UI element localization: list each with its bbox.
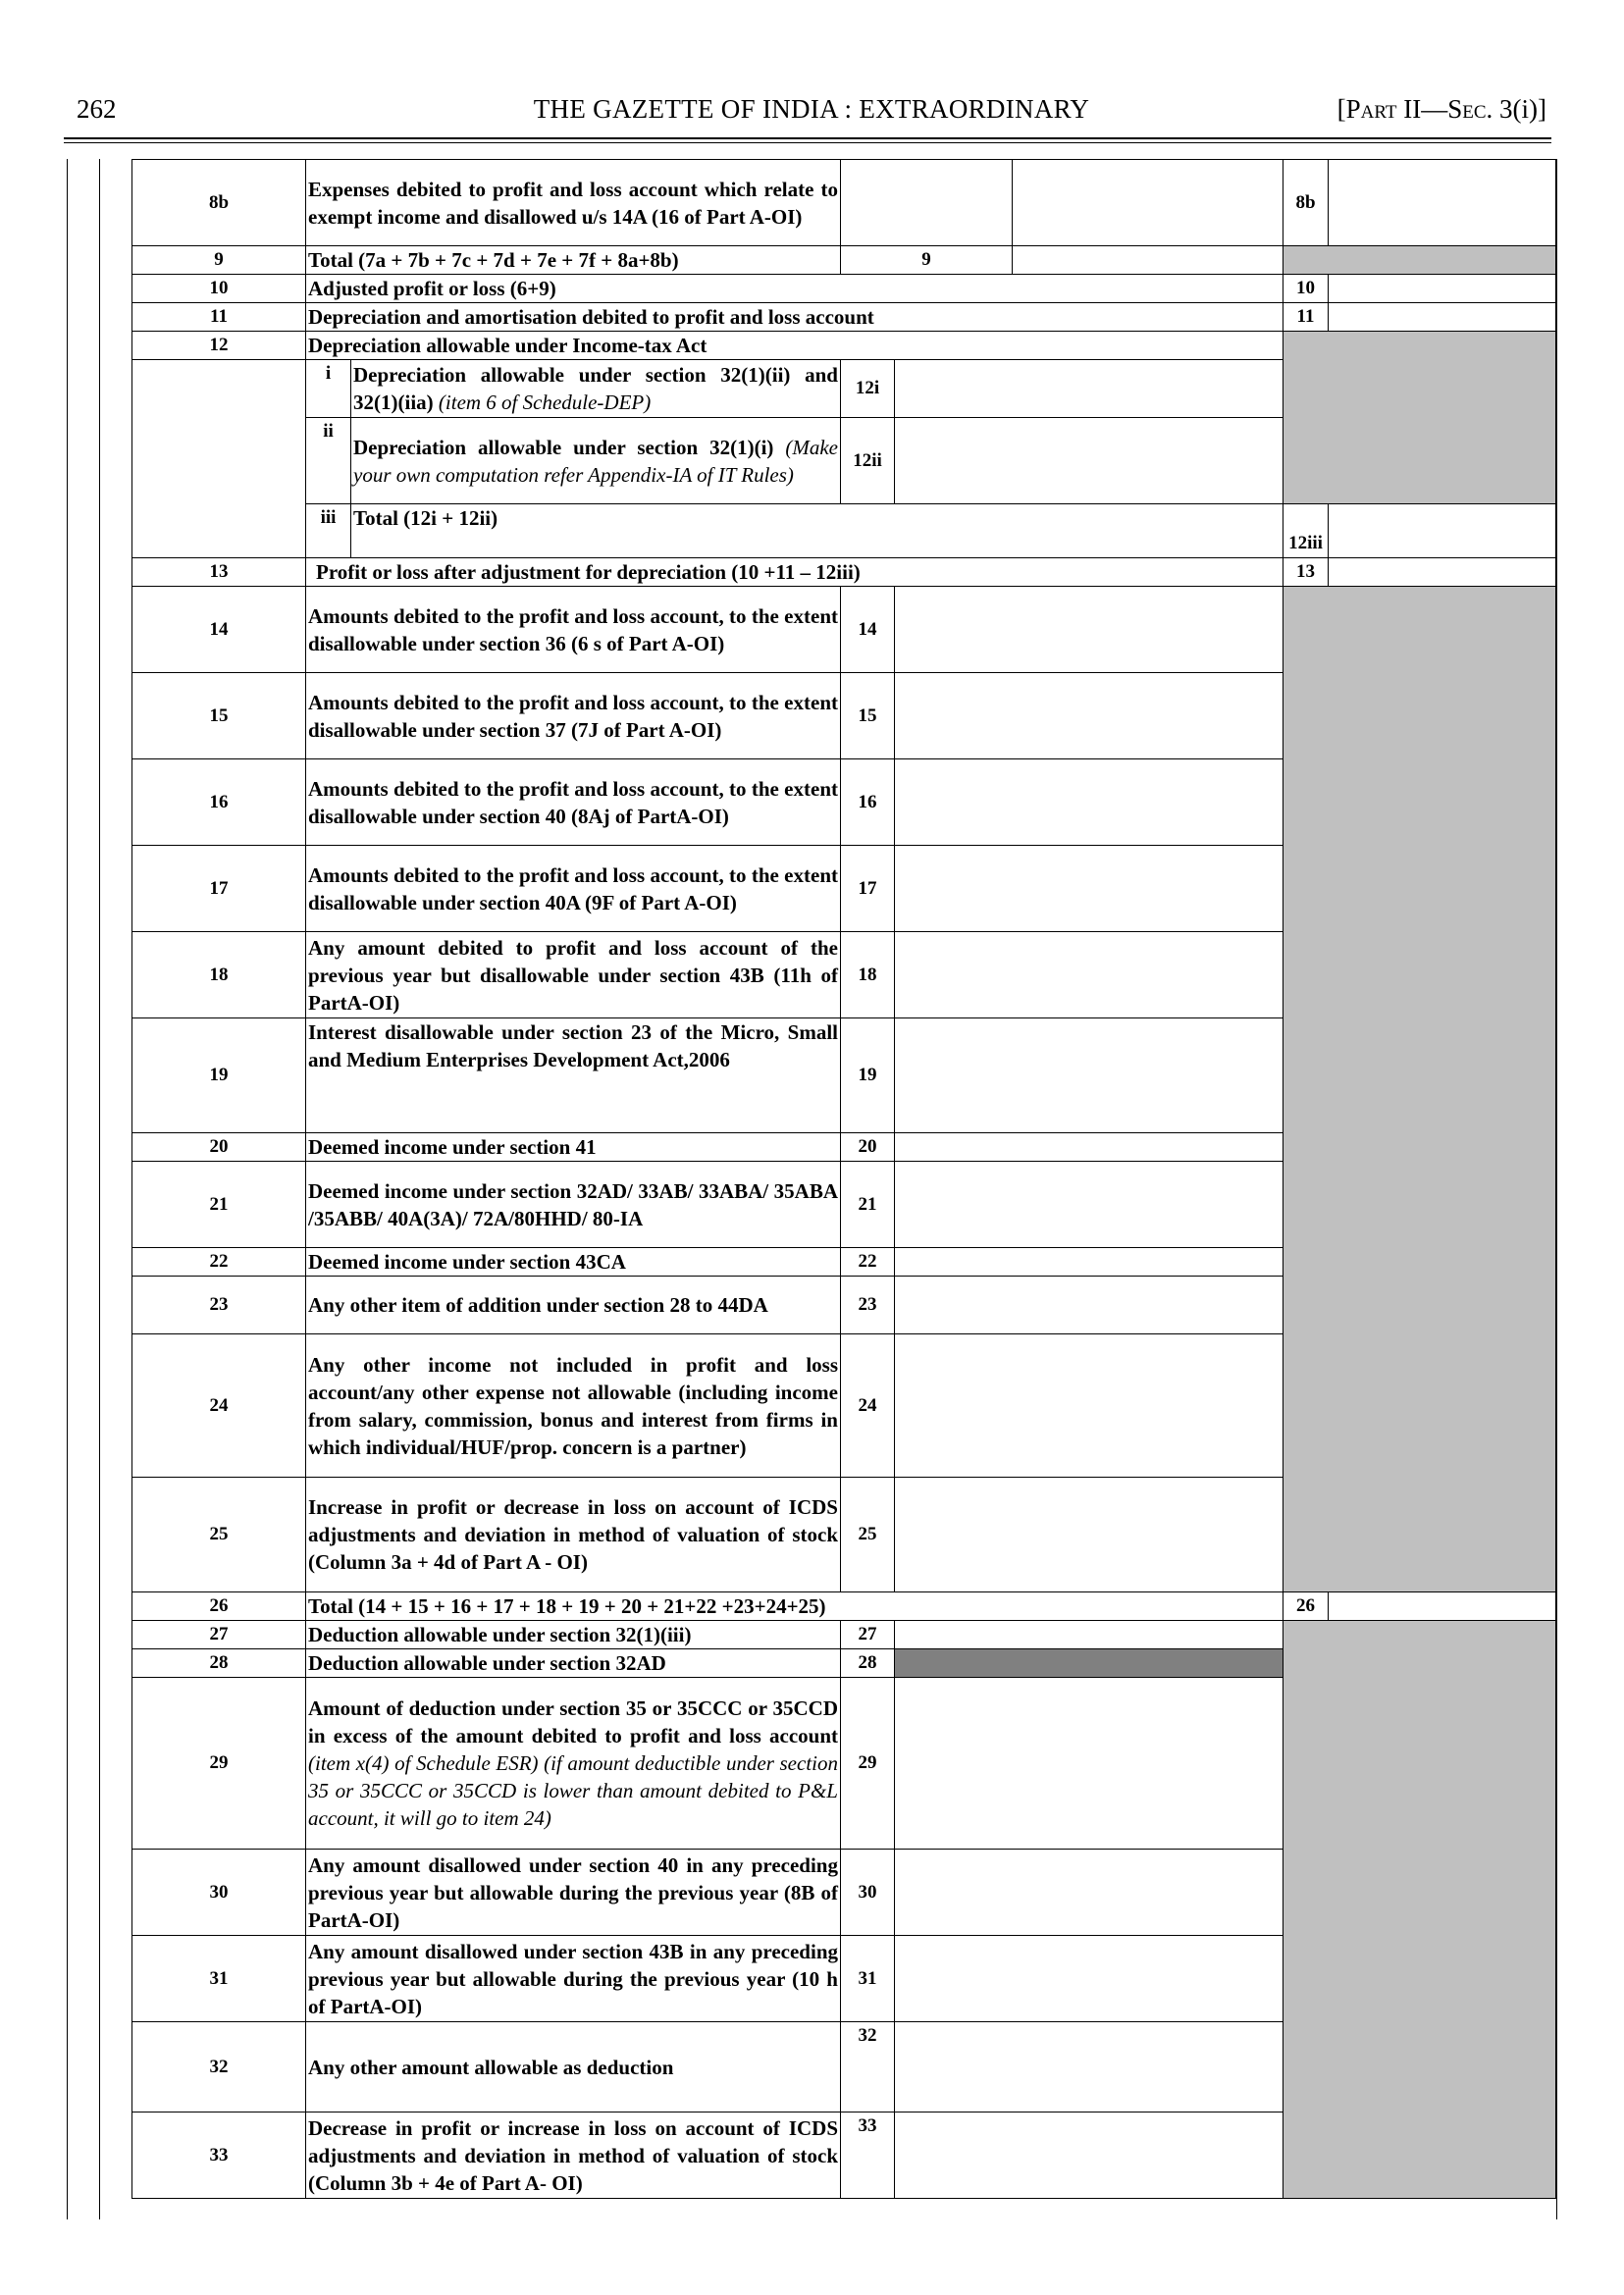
row-number: 16 — [132, 759, 306, 846]
row-code: 15 — [841, 673, 895, 759]
amount-field[interactable] — [1329, 558, 1556, 587]
row-code: 30 — [841, 1850, 895, 1936]
shaded-cell — [1283, 587, 1556, 1592]
row-code: 12ii — [841, 418, 895, 504]
row-number: 33 — [132, 2112, 306, 2199]
table-row — [132, 1592, 1556, 1621]
amount-field[interactable] — [1329, 504, 1556, 558]
amount-field[interactable] — [895, 1248, 1283, 1277]
row-number: 31 — [132, 1936, 306, 2022]
row-code: 31 — [841, 1936, 895, 2022]
row-description: Increase in profit or decrease in loss on account of ICDS adjustments and deviation in method of valuation of stock (Column 3a + 4d of Part A - OI) — [306, 1478, 841, 1592]
amount-field[interactable] — [895, 418, 1283, 504]
row-code: 32 — [841, 2022, 895, 2112]
row-code: 27 — [841, 1621, 895, 1649]
row-code: 24 — [841, 1334, 895, 1478]
row-number: 18 — [132, 932, 306, 1018]
table-row — [132, 504, 1556, 558]
row-number: 25 — [132, 1478, 306, 1592]
row-number: 24 — [132, 1334, 306, 1478]
amount-field[interactable] — [895, 932, 1283, 1018]
row-description: Total (12i + 12ii) — [351, 504, 1283, 558]
amount-field[interactable] — [895, 1478, 1283, 1592]
table-row — [132, 160, 1556, 246]
row-description: Expenses debited to profit and loss account which relate to exempt income and disallowed u/s 14A (16 of Part A-OI) — [306, 160, 841, 246]
row-description: Deduction allowable under section 32(1)(iii) — [306, 1621, 841, 1649]
page-number: 262 — [77, 94, 117, 124]
row-code: 12i — [841, 360, 895, 418]
row-code: 21 — [841, 1162, 895, 1248]
row-number: 27 — [132, 1621, 306, 1649]
table-row — [132, 1621, 1556, 1649]
row-number: 21 — [132, 1162, 306, 1248]
row-description: Decrease in profit or increase in loss on account of ICDS adjustments and deviation in method of valuation of stock (Column 3b + 4e of Part A- OI) — [306, 2112, 841, 2199]
row-code: 10 — [1283, 275, 1329, 303]
row-code: 11 — [1283, 303, 1329, 332]
row-description: Any amount disallowed under section 40 in any preceding previous year but allowable during the previous year (8B of PartA-OI) — [306, 1850, 841, 1936]
row-number: 28 — [132, 1649, 306, 1678]
row-description: Any amount debited to profit and loss account of the previous year but disallowable under section 43B (11h of PartA-OI) — [306, 932, 841, 1018]
row-number: 22 — [132, 1248, 306, 1277]
row-code: 29 — [841, 1678, 895, 1850]
row-description: Adjusted profit or loss (6+9) — [306, 275, 1283, 303]
amount-field[interactable] — [895, 2022, 1283, 2112]
row-code: 19 — [841, 1018, 895, 1133]
shaded-cell — [1283, 246, 1556, 275]
row-number: 30 — [132, 1850, 306, 1936]
row-code: 8b — [1283, 160, 1329, 246]
row-number: 19 — [132, 1018, 306, 1133]
amount-field[interactable] — [895, 1850, 1283, 1936]
shaded-cell — [1283, 332, 1556, 504]
row-code: 17 — [841, 846, 895, 932]
row-description: Any other amount allowable as deduction — [306, 2022, 841, 2112]
row-code: 25 — [841, 1478, 895, 1592]
row-description: Depreciation allowable under section 32(1)(i) (Make your own computation refer Appendix-IA of IT Rules) — [351, 418, 841, 504]
row-number: 15 — [132, 673, 306, 759]
row-code: 22 — [841, 1248, 895, 1277]
row-description: Any other income not included in profit and loss account/any other expense not allowable (including income from salary, commission, bonus and interest from firms in which individual/HUF/prop. concern is a partner) — [306, 1334, 841, 1478]
table-row — [132, 275, 1556, 303]
amount-field[interactable] — [895, 1162, 1283, 1248]
row-description: Total (7a + 7b + 7c + 7d + 7e + 7f + 8a+8b) — [306, 246, 841, 275]
row-description: Amounts debited to the profit and loss account, to the extent disallowable under section 40A (9F of Part A-OI) — [306, 846, 841, 932]
amount-field[interactable] — [895, 1018, 1283, 1133]
table-row — [132, 332, 1556, 360]
row-number: 11 — [132, 303, 306, 332]
amount-field[interactable] — [895, 1621, 1283, 1649]
amount-field[interactable] — [895, 846, 1283, 932]
header-rule-thin — [64, 142, 1551, 143]
row-description: Total (14 + 15 + 16 + 17 + 18 + 19 + 20 + 21+22 +23+24+25) — [306, 1592, 1283, 1621]
row-description: Profit or loss after adjustment for depreciation (10 +11 – 12iii) — [306, 558, 1283, 587]
row-description: Any amount disallowed under section 43B in any preceding previous year but allowable during the previous year (10 h of PartA-OI) — [306, 1936, 841, 2022]
row-description: Amounts debited to the profit and loss account, to the extent disallowable under section 36 (6 s of Part A-OI) — [306, 587, 841, 673]
amount-field[interactable] — [1329, 275, 1556, 303]
row-code: 14 — [841, 587, 895, 673]
sub-item-roman: iii — [306, 504, 351, 558]
amount-field[interactable] — [895, 759, 1283, 846]
amount-field[interactable] — [895, 360, 1283, 418]
amount-field[interactable] — [1013, 246, 1283, 275]
row-code: 28 — [841, 1649, 895, 1678]
row-number: 20 — [132, 1133, 306, 1162]
part-section: [Part II—Sec. 3(i)] — [1336, 94, 1546, 124]
margin-line — [1556, 159, 1557, 2219]
row-code: 20 — [841, 1133, 895, 1162]
row-code: 23 — [841, 1277, 895, 1334]
amount-field[interactable] — [895, 1133, 1283, 1162]
amount-field[interactable] — [895, 587, 1283, 673]
amount-field[interactable] — [1329, 1592, 1556, 1621]
margin-line — [99, 159, 100, 2219]
row-number: 32 — [132, 2022, 306, 2112]
row-description: Depreciation allowable under section 32(1)(ii) and 32(1)(iia) (item 6 of Schedule-DEP) — [351, 360, 841, 418]
row-number: 12 — [132, 332, 306, 360]
row-code: 33 — [841, 2112, 895, 2199]
row-number: 9 — [132, 246, 306, 275]
amount-field[interactable] — [895, 1678, 1283, 1850]
row-number: 10 — [132, 275, 306, 303]
sub-item-roman: ii — [306, 418, 351, 504]
amount-field[interactable] — [895, 2112, 1283, 2199]
header-rule — [64, 137, 1551, 139]
row-code: 18 — [841, 932, 895, 1018]
amount-field[interactable] — [895, 673, 1283, 759]
row-code: 26 — [1283, 1592, 1329, 1621]
row-description: Interest disallowable under section 23 of the Micro, Small and Medium Enterprises Development Act,2006 — [306, 1018, 841, 1133]
blank-cell — [132, 360, 306, 558]
row-number: 29 — [132, 1678, 306, 1850]
shaded-cell — [895, 1649, 1283, 1678]
amount-field[interactable] — [1329, 160, 1556, 246]
row-number: 14 — [132, 587, 306, 673]
schedule-bp-table — [131, 159, 1556, 2199]
amount-field[interactable] — [895, 1334, 1283, 1478]
row-description: Amount of deduction under section 35 or 35CCC or 35CCD in excess of the amount debited to profit and loss account (item x(4) of Schedule ESR) (if amount deductible under section 35 or 35CCC or 35CCD is lower than amount debited to P&L account, it will go to item 24) — [306, 1678, 841, 1850]
row-description: Deemed income under section 41 — [306, 1133, 841, 1162]
table-row — [132, 303, 1556, 332]
table-row — [132, 246, 1556, 275]
amount-field[interactable] — [895, 1936, 1283, 2022]
row-description: Deemed income under section 43CA — [306, 1248, 841, 1277]
row-description: Amounts debited to the profit and loss account, to the extent disallowable under section 40 (8Aj of PartA-OI) — [306, 759, 841, 846]
table-row — [132, 587, 1556, 673]
row-code: 16 — [841, 759, 895, 846]
row-number: 17 — [132, 846, 306, 932]
amount-field[interactable] — [1329, 303, 1556, 332]
sub-item-roman: i — [306, 360, 351, 418]
row-description: Any other item of addition under section 28 to 44DA — [306, 1277, 841, 1334]
row-code: 9 — [841, 246, 1013, 275]
amount-field[interactable] — [895, 1277, 1283, 1334]
row-code: 13 — [1283, 558, 1329, 587]
row-description: Amounts debited to the profit and loss account, to the extent disallowable under section 37 (7J of Part A-OI) — [306, 673, 841, 759]
row-description: Depreciation allowable under Income-tax Act — [306, 332, 1283, 360]
margin-line — [67, 159, 68, 2219]
row-description: Depreciation and amortisation debited to profit and loss account — [306, 303, 1283, 332]
gazette-title: THE GAZETTE OF INDIA : EXTRAORDINARY — [533, 94, 1090, 124]
page-header — [77, 94, 1546, 133]
row-number: 13 — [132, 558, 306, 587]
amount-field[interactable] — [841, 160, 1013, 246]
amount-field[interactable] — [1013, 160, 1283, 246]
row-description: Deduction allowable under section 32AD — [306, 1649, 841, 1678]
table-row — [132, 558, 1556, 587]
row-number: 23 — [132, 1277, 306, 1334]
row-number: 26 — [132, 1592, 306, 1621]
row-code: 12iii — [1283, 504, 1329, 558]
row-description: Deemed income under section 32AD/ 33AB/ 33ABA/ 35ABA /35ABB/ 40A(3A)/ 72A/80HHD/ 80-IA — [306, 1162, 841, 1248]
row-number: 8b — [132, 160, 306, 246]
shaded-cell — [1283, 1621, 1556, 2199]
